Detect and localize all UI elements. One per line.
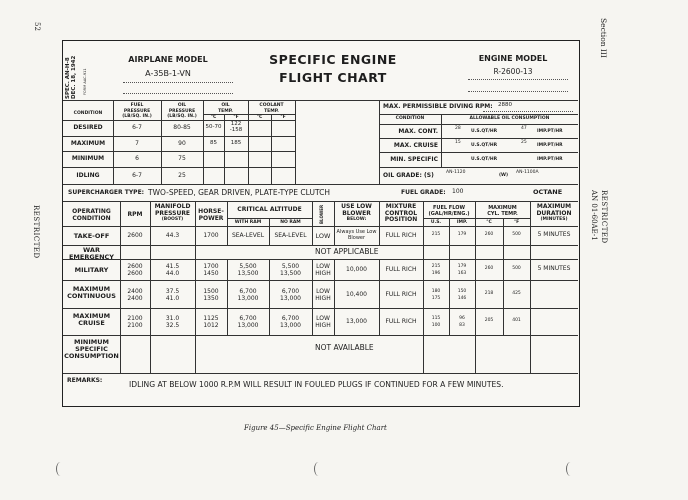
fuel-grade-label: FUEL GRADE: — [401, 189, 446, 196]
remarks-label: REMARKS: — [67, 377, 103, 384]
with-ram-cell: 6,700 13,000 — [237, 288, 259, 302]
low-blower-cell: Always Use Low Blower — [336, 229, 377, 241]
cyl-f-cell: 425 — [512, 291, 521, 296]
horsepower-header: HORSE- POWER — [198, 208, 224, 222]
fuel-flow-imp-header: IMP. — [456, 220, 468, 225]
fuel-us-cell: 115 100 — [431, 316, 441, 328]
mixture-cell: FULL RICH — [385, 318, 417, 325]
cyl-c-cell: 260 — [484, 266, 494, 271]
pressure-row-fuel: 6-7 — [132, 124, 142, 131]
duration-cell: 5 MINUTES — [537, 231, 571, 238]
supercharger-label: SUPERCHARGER TYPE: — [68, 189, 145, 196]
rpm-cell: 2100 2100 — [127, 315, 143, 329]
no-ram-cell: 6,700 13,000 — [280, 288, 301, 302]
with-ram-cell: 5,500 13,500 — [237, 263, 259, 277]
rpm-cell: 2400 2400 — [127, 288, 143, 302]
fuel-flow-us-header: U.S. — [430, 220, 442, 225]
oil-row-us-value: 28 — [455, 126, 461, 131]
mixture-control-header: MIXTURE CONTROL POSITION — [384, 203, 418, 223]
cyl-temp-header: MAXIMUM CYL. TEMP. — [487, 205, 518, 217]
horsepower-cell: 1700 — [203, 232, 219, 239]
binder-hole — [566, 462, 575, 476]
fuel-us-cell: 215 196 — [431, 264, 441, 276]
cyl-f-cell: 401 — [512, 318, 521, 323]
figure-caption: Figure 45—Specific Engine Flight Chart — [244, 424, 387, 432]
pressure-row-oil: 80-85 — [173, 124, 191, 131]
blower-cell: LOW HIGH — [315, 263, 331, 277]
manifold-cell: 31.0 32.5 — [165, 315, 180, 329]
operating-condition-label: MINIMUM SPECIFIC CONSUMPTION — [64, 338, 119, 360]
horsepower-cell: 1500 1350 — [203, 288, 219, 302]
pressure-row-oil: 25 — [178, 172, 186, 179]
low-blower-cell: 10,400 — [346, 291, 367, 298]
pressure-row-label: DESIRED — [73, 124, 103, 131]
pressure-row-oil: 90 — [178, 140, 186, 147]
engine-model-value: R-2600-13 — [493, 67, 533, 76]
rpm-cell: 2600 — [127, 232, 143, 239]
oil-row-us-unit: U.S.QT/HR — [471, 143, 498, 148]
restricted-left: RESTRICTED — [32, 205, 40, 259]
manifold-cell: 44.3 — [165, 232, 180, 239]
horsepower-cell: 1125 1012 — [203, 315, 219, 329]
chart-title-line2: FLIGHT CHART — [279, 70, 387, 85]
pressure-row-fuel: 7 — [135, 140, 139, 147]
airplane-model-value: A-35B-1-VN — [145, 69, 191, 78]
rpm-cell: 2600 2600 — [127, 263, 143, 277]
oil-row-imp-value: 25 — [521, 140, 527, 145]
manifold-cell: 37.5 41.0 — [165, 288, 180, 302]
duration-cell: 5 MINUTES — [537, 265, 571, 272]
coolant-temp-c-header: °C — [256, 115, 263, 120]
blower-cell: LOW HIGH — [315, 288, 331, 302]
blower-cell: LOW HIGH — [315, 315, 331, 329]
coolant-temp-f-header: °F — [280, 115, 286, 120]
remarks-text: IDLING AT BELOW 1000 R.P.M WILL RESULT IN FOULED PLUGS IF CONTINUED FOR A FEW MINUTES. — [129, 380, 504, 389]
manifold-pressure-header: MANIFOLD PRESSURE (BOOST) — [154, 203, 191, 222]
oil-row-imp-unit: IMP.PT/HR — [537, 143, 563, 148]
oil-row-label: MAX. CONT. — [398, 128, 438, 135]
engine-model-label: ENGINE MODEL — [478, 54, 548, 63]
airplane-model-label: AIRPLANE MODEL — [128, 55, 208, 64]
operating-condition-label: TAKE-OFF — [73, 232, 110, 240]
oil-temp-c-header: °C — [210, 115, 217, 120]
pressure-row-oil-f: 185 — [230, 140, 242, 146]
low-blower-header: USE LOW BLOWER BELOW: — [341, 203, 372, 222]
operating-condition-label: MAXIMUM CRUISE — [72, 312, 111, 327]
cyl-f-cell: 500 — [512, 266, 521, 271]
coolant-temp-header: COOLANT TEMP. — [259, 103, 284, 114]
fuel-imp-cell: 96 83 — [459, 316, 465, 328]
page-number: 52 — [33, 22, 41, 31]
max-diving-rpm-label: MAX. PERMISSIBLE DIVING RPM: — [383, 103, 493, 110]
cyl-c-cell: 205 — [484, 318, 494, 323]
no-ram-cell: 6,700 13,000 — [280, 315, 301, 329]
oil-row-us-unit: U.S.QT/HR — [471, 157, 498, 162]
fuel-us-cell: 180 175 — [431, 289, 441, 301]
horsepower-cell: 1700 1450 — [203, 263, 219, 277]
binder-hole — [56, 462, 65, 476]
oil-pressure-header: OIL PRESSURE (LB/SQ. IN.) — [167, 103, 197, 119]
mixture-cell: FULL RICH — [385, 291, 417, 298]
mixture-cell: FULL RICH — [385, 266, 417, 273]
fuel-imp-cell: 179 — [457, 232, 467, 237]
max-diving-rpm-value: 2880 — [498, 102, 512, 108]
spec-label: SPEC. AN-H-8 DEC. 18, 1942 — [65, 55, 77, 99]
binder-hole — [314, 462, 323, 476]
restricted-right: RESTRICTED — [600, 190, 608, 244]
pressure-row-fuel: 6-7 — [132, 172, 142, 179]
oil-temp-f-header: °F — [233, 115, 239, 120]
operating-condition-label: MAXIMUM CONTINUOUS — [67, 285, 116, 300]
oil-grade-s-value: AN-1120 — [446, 170, 466, 175]
oil-row-imp-unit: IMP.PT/HR — [537, 157, 563, 162]
not-applicable-note: NOT APPLICABLE — [315, 247, 379, 256]
pressure-row-oil-f: 122 -158 — [229, 121, 243, 133]
cyl-c-cell: 218 — [484, 291, 494, 296]
octane-label: OCTANE — [533, 188, 563, 196]
max-duration-header: MAXIMUM DURATION (MINUTES) — [536, 203, 572, 222]
oil-grade-w-value: AN-1100A — [516, 170, 539, 175]
form-number: FORM AAC-911 — [83, 68, 87, 95]
cyl-temp-f-header: °F — [513, 220, 520, 225]
oil-temp-header: OIL TEMP. — [218, 103, 233, 114]
low-blower-cell: 10,000 — [346, 266, 367, 273]
blower-cell: LOW — [315, 232, 331, 240]
supercharger-value: TWO-SPEED, GEAR DRIVEN, PLATE-TYPE CLUTCH — [148, 188, 330, 197]
cyl-temp-c-header: °C — [486, 220, 492, 225]
oil-row-imp-unit: IMP.PT/HR — [537, 129, 563, 134]
fuel-imp-cell: 150 146 — [457, 289, 467, 301]
no-ram-header: NO RAM — [280, 220, 301, 225]
fuel-us-cell: 215 — [431, 232, 441, 237]
low-blower-cell: 13,000 — [346, 318, 367, 325]
pressure-row-fuel: 6 — [135, 155, 139, 162]
pressure-row-oil: 75 — [178, 155, 186, 162]
oil-grade-w-label: (W) — [499, 173, 509, 178]
with-ram-header: WITH RAM — [234, 220, 262, 225]
cyl-c-cell: 260 — [484, 232, 494, 237]
oil-condition-header: CONDITION — [395, 116, 425, 121]
pressure-row-label: IDLING — [76, 172, 100, 179]
flight-chart-form — [62, 40, 580, 407]
critical-altitude-header: CRITICAL ALTITUDE — [237, 206, 302, 213]
not-available-note: NOT AVAILABLE — [315, 343, 374, 352]
oil-grade-label: OIL GRADE: (S) — [383, 172, 434, 179]
fuel-grade-value: 100 — [452, 188, 464, 195]
rpm-header: RPM — [127, 211, 143, 218]
oil-row-imp-value: 47 — [521, 126, 527, 131]
spec-number: AN 01-60AE-1 — [590, 190, 598, 241]
pressure-row-oil-c: 85 — [210, 140, 217, 146]
oil-row-label: MIN. SPECIFIC — [390, 156, 438, 163]
operating-condition-label: WAR EMERGENCY — [68, 246, 115, 261]
no-ram-cell: SEA-LEVEL — [274, 232, 307, 239]
pressure-row-label: MINIMUM — [71, 155, 105, 162]
oil-row-label: MAX. CRUISE — [393, 142, 438, 149]
oil-row-us-value: 15 — [455, 140, 461, 145]
cyl-f-cell: 500 — [512, 232, 521, 237]
blower-header: BLOWER — [319, 204, 324, 224]
fuel-flow-header: FUEL FLOW (GAL/HR/ENG.) — [428, 205, 470, 217]
oil-row-us-unit: U.S.QT/HR — [471, 129, 498, 134]
with-ram-cell: SEA-LEVEL — [231, 232, 265, 239]
pressure-row-oil-c: 50-70 — [205, 124, 222, 130]
with-ram-cell: 6,700 13,000 — [237, 315, 259, 329]
condition-header: CONDITION — [73, 111, 103, 116]
allowable-oil-header: ALLOWABLE OIL CONSUMPTION — [469, 116, 550, 121]
operating-condition-header: OPERATING CONDITION — [72, 208, 111, 222]
manifold-cell: 41.5 44.0 — [165, 263, 180, 277]
pressure-row-label: MAXIMUM — [70, 140, 106, 147]
operating-condition-label: MILITARY — [74, 266, 109, 274]
no-ram-cell: 5,500 13,500 — [280, 263, 301, 277]
chart-title-line1: SPECIFIC ENGINE — [269, 52, 397, 67]
mixture-cell: FULL RICH — [385, 232, 417, 239]
section-label: Section III — [599, 18, 608, 58]
fuel-imp-cell: 179 163 — [457, 264, 467, 276]
fuel-pressure-header: FUEL PRESSURE (LB/SQ. IN.) — [122, 103, 152, 119]
